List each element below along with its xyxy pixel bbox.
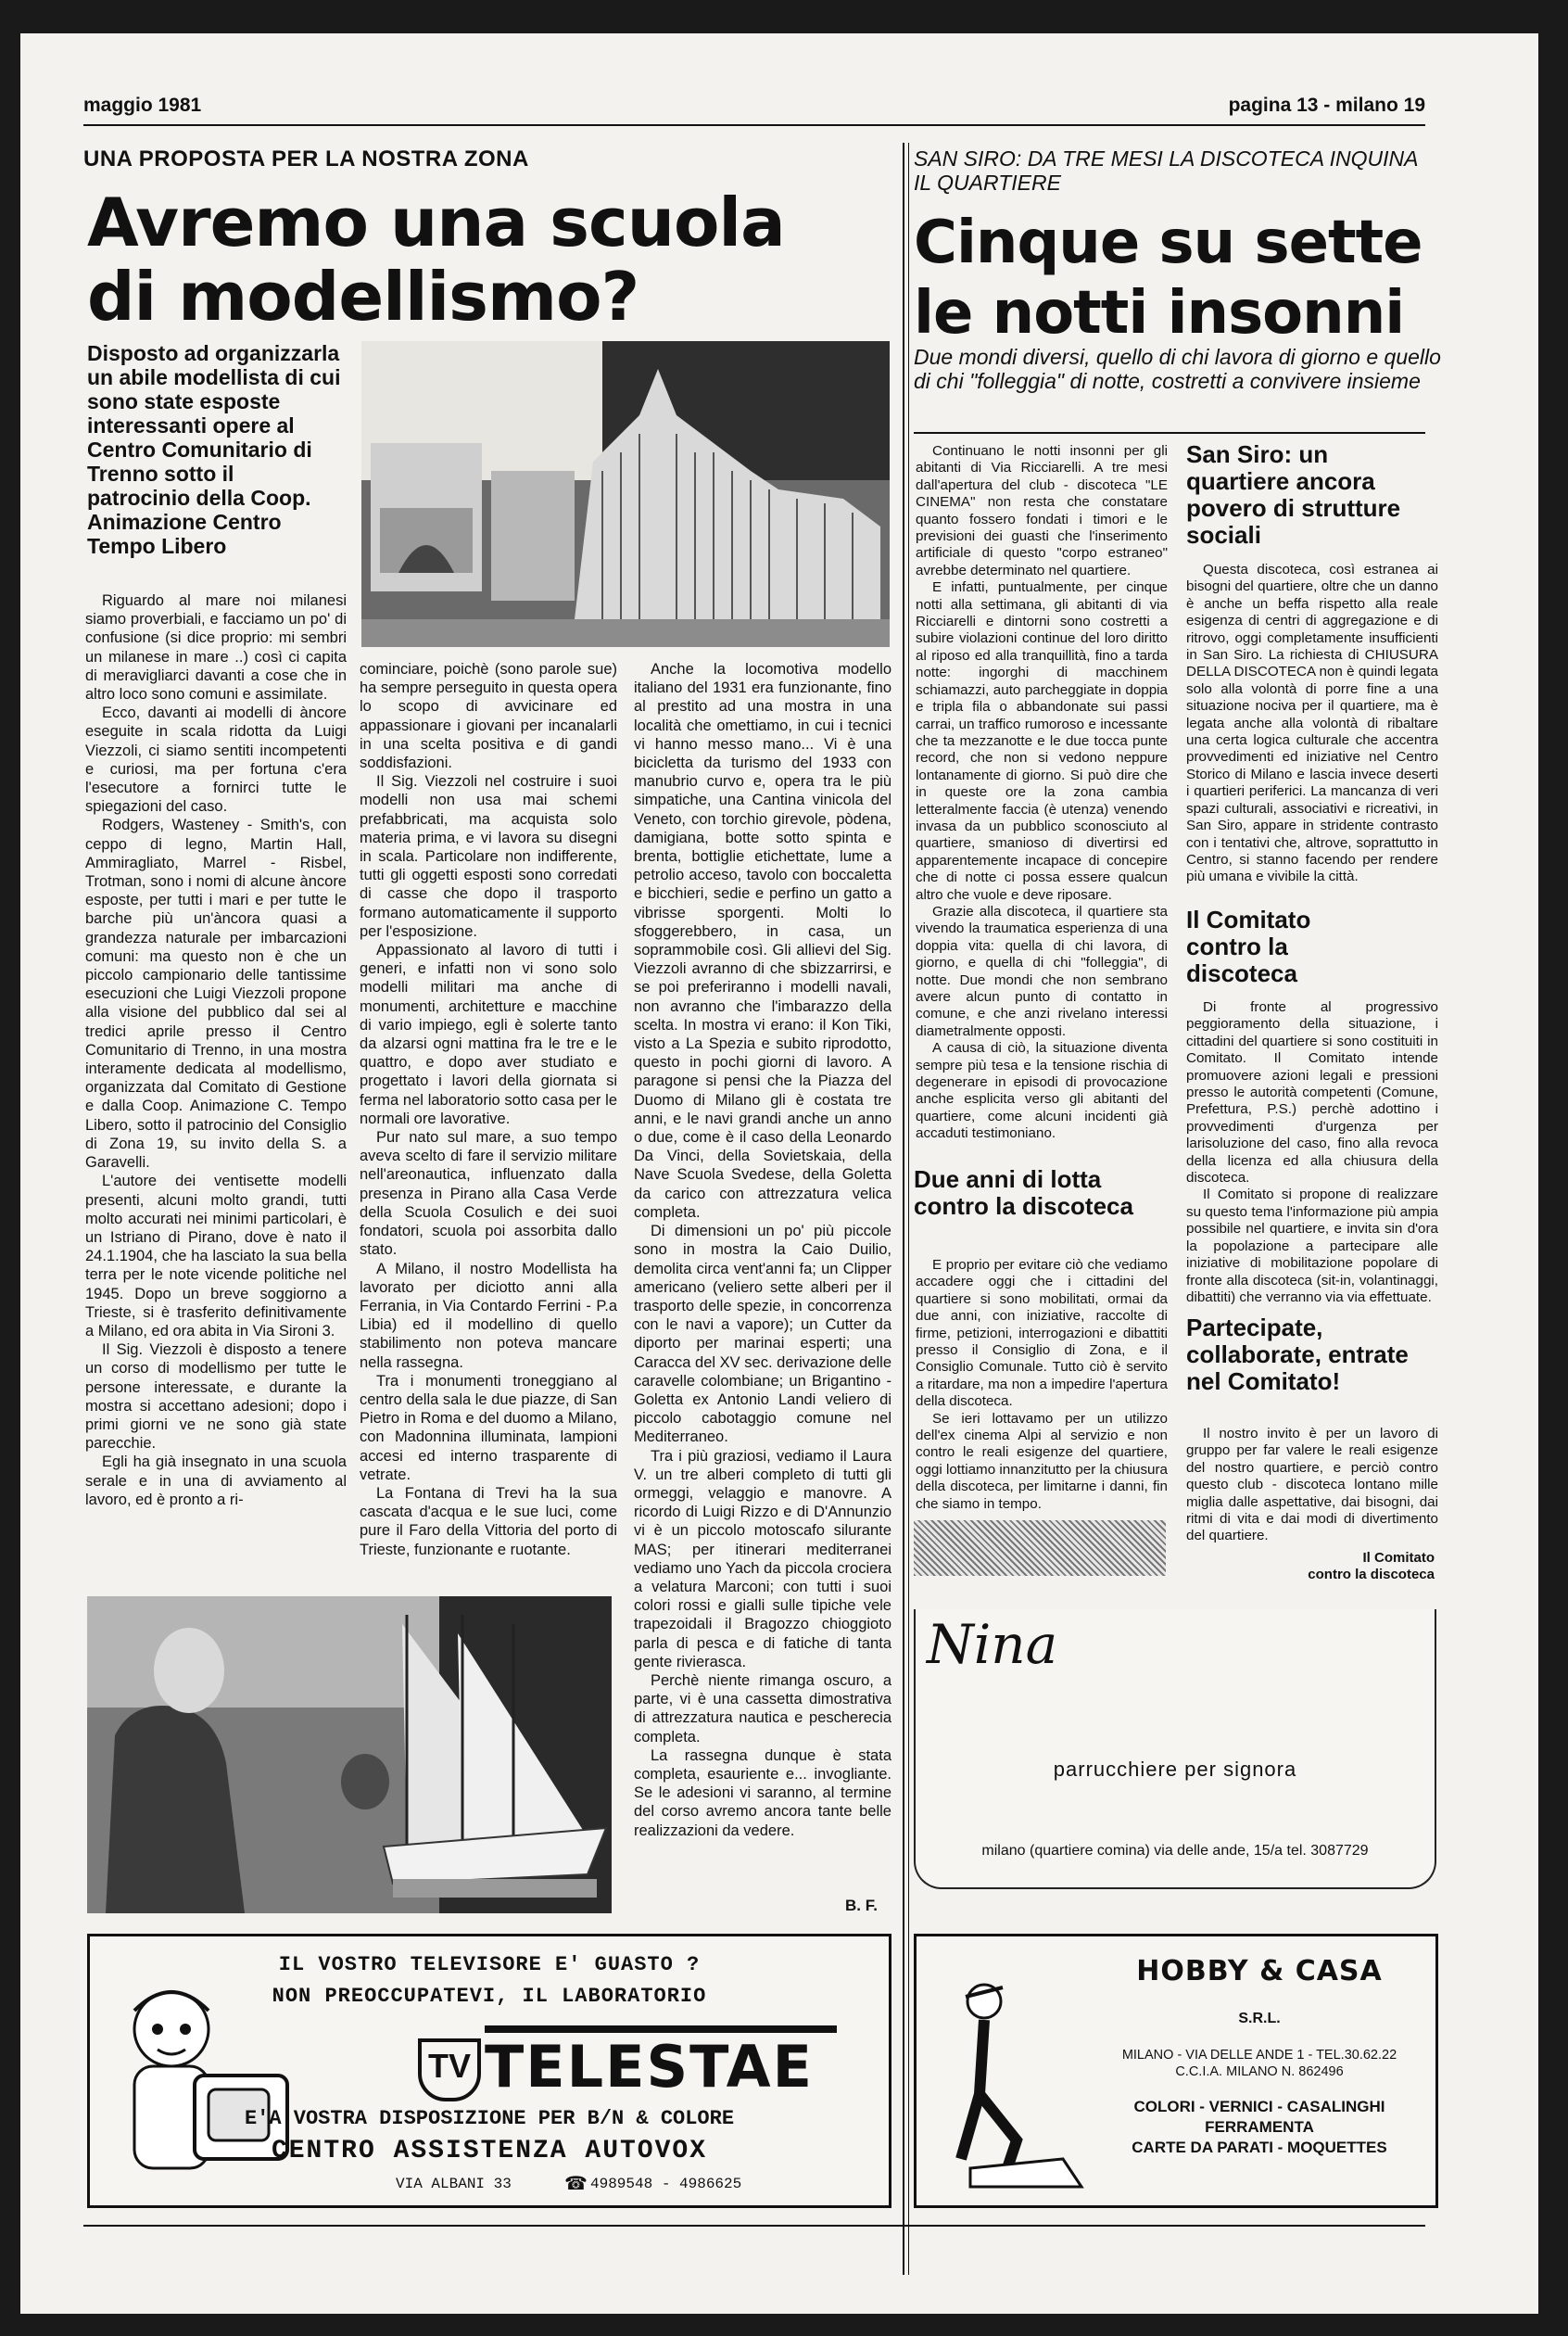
paragraph: Questa discoteca, così estranea ai bisogni del quartiere, oltre che un danno è anche un beffa rispetto alla reale esigenza di centri di aggregazione e di ritrovo, oggi completamente insufficienti in San Siro. La richiesta di CHIUSURA DELLA DISCOTECA non è quindi legata solo alla volontà di porre fine a una situazione nociva per il quartiere, ma è legata anche alla volontà di ribaltare una certa logica culturale che accentra provvedimenti ed iniziative nel Centro Storico di Milano e lascia invece deserti i quartieri periferici. La mancanza di veri spazi culturali, associativi e ricreativi, in San Siro, appare in stridente contrasto con i tentativi che, altrove, soprattutto in Centro, si stanno facendo per rendere più umana e vivibile la città. <box>1186 562 1438 885</box>
telestae-street: VIA ALBANI 33 <box>396 2176 512 2192</box>
section-comitato: Il Comitato contro la discoteca <box>1186 906 1311 987</box>
left-headline-line1: Avremo una scuola <box>87 184 785 261</box>
hatched-strip <box>914 1520 1166 1576</box>
paragraph: Il nostro invito è per un lavoro di gruppo per far valere le reali esigenze del nostro quartiere, e perciò contro questo club - discoteca lontano mille miglia dalle aspettative, dai bisogni, dai ritmi di vita e dai modi di divertimento del quartiere. <box>1186 1426 1438 1544</box>
right-article-colB <box>1186 562 1438 886</box>
right-article-colA <box>916 443 1168 1143</box>
telestae-bar <box>485 2025 837 2033</box>
right-deck: Due mondi diversi, quello di chi lavora di giorno e quello di chi "folleggia" di notte, costretti a convivere insieme <box>914 345 1441 393</box>
paragraph: Continuano le notti insonni per gli abitanti di Via Ricciarelli. A tre mesi dall'apertura del club - discoteca "LE CINEMA" non resta che constatare quanto fossero fondati i timori e le previsioni dei guasti che l'inserimento artificiale di questo "corpo estraneo" avrebbe determinato nel quartiere. <box>916 443 1168 578</box>
paragraph: Il Sig. Viezzoli è disposto a tenere un corso di modellismo per tutte le persone interessate, e durante la mostra si accettano adesioni; dopo i primi giorni ve ne sono già state parecchie. <box>85 1341 347 1453</box>
paragraph: Anche la locomotiva modello italiano del 1931 era funzionante, fino al prestito ad una mostra in una località che omettiamo, in cui i tecnici vi hanno messo mano... Vi è una bicicletta da turismo del 1933 con manubrio curvo e, opera tra le più simpatiche, una Cantina vinicola del Veneto, con torchio girevole, pòdena, damigiana, botte sotto spinta e brenta, bottiglie etichettate, lume a petrolio acceso, tavolo con boccaletta e bicchieri, sedie e perfino un gatto a vibrisse sporgenti. Molti lo sfoggerebbero, in casa, un soprammobile così. Gli allievi del Sig. Viezzoli avranno di che sbizzarrirsi, e se poi preferiranno i modelli navali, non avranno che l'imbarazzo della scelta. In mostra vi erano: il Kon Tiki, visto a La Spezia e subito riprodotto, questo in pochi giorni di lavoro. A paragone si pensi che la Piazza del Duomo di Milano gli è costata tre anni, e le navi grandi anche un anno o due, come è il caso della Leonardo Da Vinci, della Sovietskaia, della Nave Scuola Svedese, della Goletta da carico con attrezzatura velica completa. <box>634 661 891 1221</box>
hobby-goods1: COLORI - VERNICI - CASALINGHI <box>1133 2098 1385 2115</box>
paragraph: La Fontana di Trevi ha la sua cascata d'acqua e le sue luci, come pure il Faro della Vittoria del porto di Trieste, funzionante e ruotante. <box>360 1484 617 1558</box>
paragraph: Se ieri lottavamo per un utilizzo dell'ex cinema Alpi al servizio e non contro le reali esigenze del quartiere, oggi lottiamo innanzitutto per la chiusura della discoteca, per limitarne i danni, fin che siamo in tempo. <box>916 1410 1168 1512</box>
paragraph: Grazie alla discoteca, il quartiere sta vivendo la traumatica esperienza di una doppia vita: quella di chi lavora, di giorno, e quella di chi "folleggia", di notte. Due mondi che non sembrano avere alcun punto di contatto in comune, e che anzi rivelano interessi diametralmente opposti. <box>916 903 1168 1039</box>
hobby-srl: S.R.L. <box>1238 2011 1281 2026</box>
paragraph: Il Comitato si propone di realizzare su questo tema l'informazione più ampia possibile nel quartiere, e invita sin d'ora la popolazione a partecipare alle iniziative di mobilitazione popolare di fronte alla discoteca (sit-in, volantinaggi, dibattiti) che verranno via via effettuate. <box>1186 1187 1438 1305</box>
right-article-colB2 <box>1186 999 1438 1306</box>
telestae-logo: TV <box>418 2038 481 2101</box>
header-rule <box>83 124 1425 126</box>
column-divider-thin <box>908 143 909 2275</box>
telestae-line4: CENTRO ASSISTENZA AUTOVOX <box>271 2137 708 2165</box>
paragraph: Appassionato al lavoro di tutti i generi, e infatti non vi sono solo modelli militari ma anche di monumenti, architetture e macchine di vario impiego, egli è solerte tanto da alzarsi ogni mattina fra le tre e le quattro, e dopo aver studiato e progettato i lavori della giornata si ferma nel laboratorio sotto casa per le normali ore lavorative. <box>360 942 617 1127</box>
modeller-ship-illustration <box>87 1596 612 1913</box>
telestae-brand: TELESTAE <box>485 2033 814 2101</box>
left-headline-line2: di modellismo? <box>87 258 639 336</box>
right-article-colA2 <box>916 1257 1168 1513</box>
deck-rule <box>914 432 1425 434</box>
left-article-col2 <box>360 660 617 1559</box>
left-article-col1 <box>85 591 347 1509</box>
footer-rule <box>83 2225 1425 2227</box>
paragraph: Tra i monumenti troneggiano al centro della sala le due piazze, di San Pietro in Roma e del duomo a Milano, con Madonnina illuminata, lampioni accesi ed interno trasparente di vetrate. <box>360 1372 617 1483</box>
signature-line2: contro la discoteca <box>1308 1567 1435 1582</box>
right-article-signature <box>1186 1550 1435 1583</box>
paragraph: E infatti, puntualmente, per cinque notti alla settimana, gli abitanti di via Ricciarelli e dintorni sono costretti a subire violazioni continue del loro diritto al riposo ed alla tranquillità, fino a tarda notte: ingorghi di macchinem schiamazzi, auto parcheggiate in doppia e tripla fila o abbandonate sui passi carrai, un traffico rumoroso e incessante che ta mezzanotte e le due tocca punte record, che non si vedono neppure lontanamente di giorno. Si può dire che in queste ore la zona cambia letteralmente faccia (è utenza) venendo invasa da un pubblico sconosciuto al quartiere, smanioso di divertirsi ed apparentemente incapace di concepire che di notte ci possa essere qualcun altro che vuole e deve riposare. <box>916 579 1168 903</box>
nina-logo: Nina <box>927 1613 1058 1676</box>
newspaper-page <box>20 33 1538 2314</box>
section-san-siro: San Siro: un quartiere ancora povero di strutture sociali <box>1186 440 1401 549</box>
nina-address: milano (quartiere comina) via delle ande, 15/a tel. 3087729 <box>981 1843 1369 1859</box>
telephone-icon: ☎ <box>564 2174 588 2194</box>
painter-figure-icon <box>933 1974 1091 2196</box>
paragraph: E proprio per evitare ciò che vediamo accadere oggi che i cittadini del quartiere si sono mobilitati, ormai da due anni, con iniziative, raccolte di firme, petizioni, interrogazioni e dibattiti presso il Consiglio di Zona, e il Consiglio Comunale. Tutto ciò è servito a ritardare, ma non a impedire l'apertura della discoteca. <box>916 1257 1168 1410</box>
telestae-phones: 4989548 - 4986625 <box>590 2176 742 2192</box>
nina-service: parrucchiere per signora <box>1053 1758 1297 1781</box>
hobby-brand: HOBBY & CASA <box>1136 1955 1383 1987</box>
paragraph: Rodgers, Wasteney - Smith's, con ceppo di legno, Martin Hall, Ammiragliato, Marrel - Risbel, Trotman, sono i nomi di alcune àncore esposte, per tutti i mari e per tutte le barche più un'àncora quasi a grandezza naturale per imbarcazioni comuni: ma questo non è che un piccolo campionario delle tantissime esecuzioni che Luigi Viezzoli propone alla visione del pubblico dal sei al tredici aprile presso il Centro Comunitario di Trenno, in una mostra interamente dedicata al modellismo, organizzata dal Comitato di Gestione e dalla Coop. Animazione C. Tempo Libero, sotto il patrocinio del Consiglio di Zona 19, su invito della S. a Garavelli. <box>85 817 347 1172</box>
hobby-goods2: FERRAMENTA <box>1205 2118 1314 2136</box>
left-article-col3 <box>634 660 891 1840</box>
left-headline <box>87 185 903 334</box>
signature-line1: Il Comitato <box>1362 1550 1435 1566</box>
paragraph: L'autore dei ventisette modelli presenti, alcuni molto grandi, tutti molto accurati nei minimi particolari, è un Istriano di Pirano, dove è nato il 24.1.1904, che ha lasciato la sua bella terra per le note vicende politiche nel 1945. Dopo un breve soggiorno a Trieste, si è trasferito definitivamente a Milano, ed ora abita in Via Sironi 3. <box>85 1173 347 1339</box>
paragraph: Riguardo al mare noi milanesi siamo proverbiali, e facciamo un po' di confusione (si dice proprio: mi sembri un milanese in mare ..) così ci capita di meravigliarci davanti a cose che in altro loco sono comuni e assimilate. <box>85 592 347 704</box>
right-article-colB3 <box>1186 1426 1438 1545</box>
right-headline-line2: le notti insonni <box>914 279 1405 348</box>
hobby-goods3: CARTE DA PARATI - MOQUETTES <box>1132 2139 1387 2156</box>
left-subhead: Disposto ad organizzarla un abile modellista di cui sono state esposte interessanti opere al Centro Comunitario di Trenno sotto il patrocinio della Coop. Animazione Centro Tempo Libero <box>87 341 341 558</box>
modeller-ship-photo <box>87 1596 612 1913</box>
hobby-addr2: C.C.I.A. MILANO N. 862496 <box>1175 2064 1344 2079</box>
section-partecipate: Partecipate, collaborate, entrate nel Comitato! <box>1186 1314 1409 1395</box>
right-headline-line1: Cinque su sette <box>914 209 1423 277</box>
telestae-line1: IL VOSTRO TELEVISORE E' GUASTO ? <box>278 1953 701 1976</box>
paragraph: Egli ha già insegnato in una scuola serale e in una di avviamento al lavoro, ed è pronto a ri- <box>85 1454 347 1508</box>
paragraph: La rassegna dunque è stata completa, esauriente e... invogliante. Se le adesioni vi saranno, al termine del corso avremo ancora tante belle realizzazioni da vedere. <box>634 1746 891 1839</box>
issue-date: maggio 1981 <box>83 95 202 116</box>
paragraph: Pur nato sul mare, a suo tempo aveva scelto di fare il servizio militare nell'areonautica, influenzato dalla presenza in Pirano alla Casa Verde della Scuola Cosulich e dei suoi fondatori, scuola poi assorbita dallo stato. <box>360 1129 617 1259</box>
left-article-signature: B. F. <box>845 1897 878 1914</box>
paragraph: Ecco, davanti ai modelli di àncore eseguite in scala ridotta da Luigi Viezzoli, ci siamo sentiti incompetenti e curiosi, ma per fortuna c'era l'esecutore a fornirci tutte le spiegazioni del caso. <box>85 705 347 816</box>
paragraph: Di dimensioni un po' più piccole sono in mostra la Caio Duilio, demolita circa vent'anni fa; un Clipper americano (veliero sette alberi per il trasporto delle spezie, in concorrenza con le navi a vapore); un Cutter da diporto per marinai esperti; una Caracca del XV sec. derivazione delle caravelle colombiane; un Brigantino - Goletta ex Antonio Landi veliero di piccolo cabotaggio comune nel Mediterraneo. <box>634 1223 891 1446</box>
column-divider <box>903 143 904 2275</box>
duomo-model-illustration <box>361 341 890 647</box>
telestae-line2: NON PREOCCUPATEVI, IL LABORATORIO <box>272 1985 707 2008</box>
right-headline <box>914 208 1470 349</box>
paragraph: A Milano, il nostro Modellista ha lavorato per diciotto anni alla Ferrania, in Via Contardo Ferrini - P.a Libia) ed il modellino di quello stabilimento non poteva mancare nella rassegna. <box>360 1260 617 1371</box>
nina-ad <box>914 1609 1436 1889</box>
section-due-anni: Due anni di lotta contro la discoteca <box>914 1165 1133 1220</box>
telestae-line3: E'A VOSTRA DISPOSIZIONE PER B/N & COLORE <box>244 2107 735 2130</box>
paragraph: Di fronte al progressivo peggioramento della situazione, i cittadini del quartiere si sono costituiti in Comitato. Il Comitato intende promuovere azioni legali e pressioni presso le autorità competenti (Comune, Prefettura, P.S.) perchè adottino i provvedimenti d'urgenza per larisoluzione del caso, fino alla revoca della licenza ed alla chiusura della discoteca. <box>1186 999 1438 1187</box>
page-number: pagina 13 - milano 19 <box>1228 95 1425 116</box>
paragraph: Il Sig. Viezzoli nel costruire i suoi modelli non usa mai schemi prefabbricati, ma acquista solo materia prima, e vi lavora su disegni in scala. Particolare non indifferente, tutti gli oggetti esposti sono corredati di casse che dopo il trasporto formano automaticamente il supporto per l'esposizione. <box>360 773 617 940</box>
paragraph: cominciare, poichè (sono parole sue) ha sempre perseguito in questa opera lo scopo di avvicinare ed appassionare i giovani per incanalarli in una scelta positiva e di gandi soddisfazioni. <box>360 661 617 772</box>
duomo-model-photo <box>361 341 890 647</box>
paragraph: Perchè niente rimanga oscuro, a parte, vi è una cassetta dimostrativa di attrezzatura nautica e pescherecia completa. <box>634 1671 891 1746</box>
hobby-addr1: MILANO - VIA DELLE ANDE 1 - TEL.30.62.22 <box>1121 2048 1397 2063</box>
hobby-casa-ad <box>914 1934 1438 2208</box>
left-kicker: UNA PROPOSTA PER LA NOSTRA ZONA <box>83 146 529 171</box>
right-kicker: SAN SIRO: DA TRE MESI LA DISCOTECA INQUINA IL QUARTIERE <box>914 146 1418 195</box>
telestae-ad <box>87 1934 891 2208</box>
paragraph: Tra i più graziosi, vediamo il Laura V. un tre alberi completo di tutti gli ormeggi, velaggio e manovre. A ricordo di Luigi Rizzo e di D'Annunzio vi è un piccolo motoscafo silurante MAS; per itinerari mediterranei vediamo uno Yach da piccola crociera a velatura Marconi; con tutti i suoi colori rossi e gialli sulle tipiche vele trapezoidali il Bragozzo chioggioto parla di pesca e di fatiche di tanta gente rivierasca. <box>634 1447 891 1670</box>
paragraph: A causa di ciò, la situazione diventa sempre più tesa e la tensione rischia di degenerare in episodi di provocazione anche esplicita verso gli abitanti del quartiere, come alcuni incidenti già accaduti testimoniano. <box>916 1040 1168 1142</box>
